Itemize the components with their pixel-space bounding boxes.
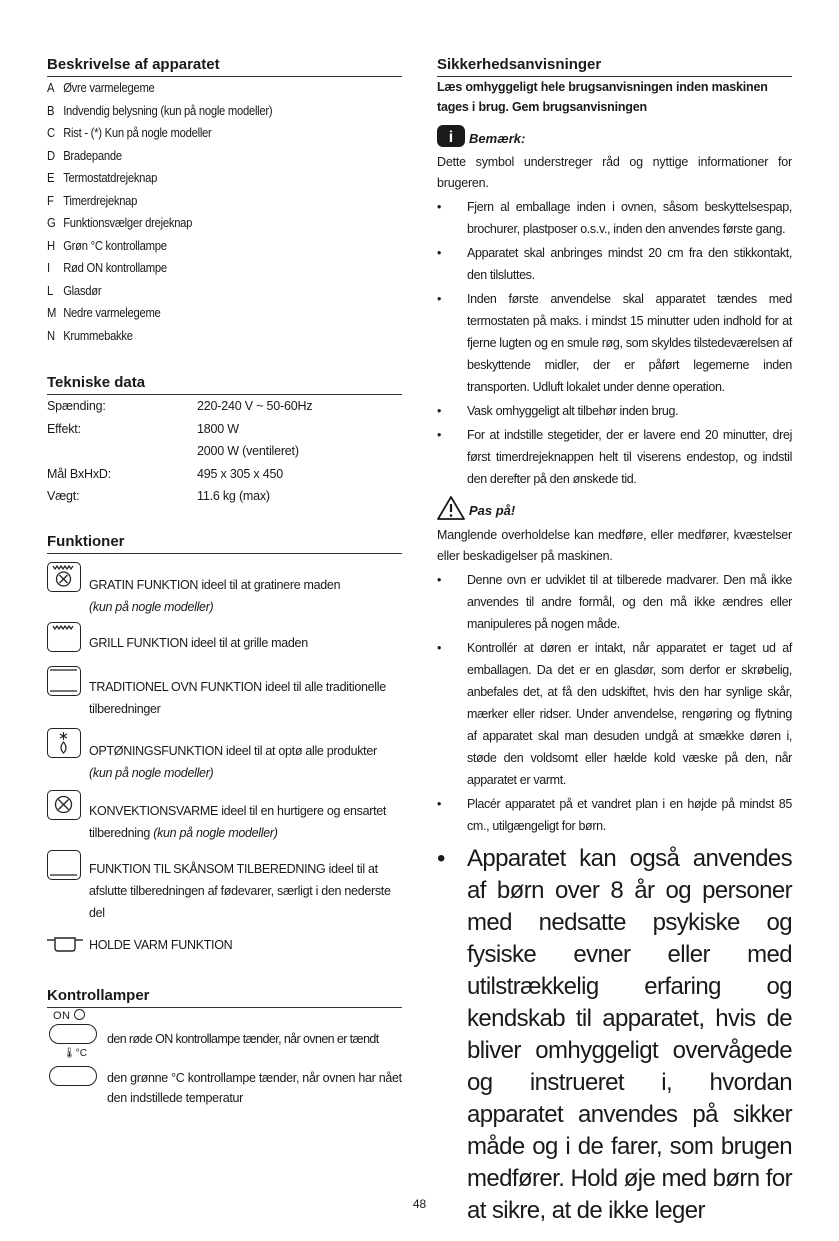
list-item: • Apparatet kan også anvendes af børn over 8 år og personer med nedsatte psykiske og fysiske evner eller med utilstrækkelig erfaring og kendskab til apparatet, hvis de bliver omhyggeligt overvågede og instrueret i, hvordan apparatet anvendes på sikker måde og i de farer, som brugen medfører. Hold øje med børn for at sikre, at de ikke leger — [437, 843, 792, 1227]
red-on-lamp — [49, 1024, 97, 1044]
list-item: A Øvre varmelegeme — [47, 81, 155, 95]
tech-row: Effekt: 1800 W — [47, 421, 239, 436]
list-item: D Bradepande — [47, 148, 122, 163]
function-row: GRATIN FUNKTION ideel til at gratinere maden (kun på nogle modeller) — [47, 562, 402, 622]
green-temp-lamp — [49, 1066, 97, 1086]
functions-title: Funktioner — [47, 532, 402, 554]
list-item: • Placér apparatet på et vandret plan i en højde på mindst 85 cm., utilgængeligt for børn. — [437, 793, 792, 837]
note-text: Dette symbol understreger råd og nyttige informationer for brugeren. — [437, 155, 792, 190]
function-row: KONVEKTIONSVARME ideel til en hurtigere og ensartet tilberedning (kun på nogle modeller) — [47, 788, 402, 848]
list-item: • Kontrollér at døren er intakt, når apparatet er taget ud af emballagen. Da det er en glasdør, som derfor er skrøbelig, anbefales det, at få den udskiftet, hvis den har synlige skår, mærker eller ridser. Under anvendelse, rengøring og flytning af apparatet skal man desuden undgå at smække døren i, støde den voldsomt eller hælde kold væske på den, når apparatet er varmt. — [437, 637, 792, 791]
tech-row: 2000 W (ventileret) — [197, 444, 299, 458]
info-icon — [437, 125, 465, 152]
warning-label: Pas på! — [469, 503, 516, 518]
tech-section — [47, 373, 402, 508]
red-lamp-text: den røde ON kontrollampe tænder, når ovnen er tændt — [107, 1031, 379, 1046]
clock-icon — [74, 1009, 85, 1020]
lamps-title: Kontrollamper — [47, 986, 402, 1008]
right-column — [437, 55, 792, 1229]
list-item: B Indvendig belysning (kun på nogle modeller) — [47, 103, 273, 118]
thermometer-icon: 🌡 — [63, 1047, 76, 1059]
function-row: OPTØNINGSFUNKTION ideel til at optø alle produkter (kun på nogle modeller) — [47, 726, 402, 788]
tech-row: Spænding: 220-240 V ~ 50-60Hz — [47, 399, 313, 413]
note-label: Bemærk: — [469, 131, 526, 146]
list-item: N Krummebakke — [47, 328, 133, 343]
function-row: HOLDE VARM FUNKTION — [47, 932, 402, 966]
gratin-fan-icon — [47, 562, 81, 592]
function-row: GRILL FUNKTION ideel til at grille maden — [47, 622, 402, 664]
safety-title: Sikkerhedsanvisninger — [437, 55, 792, 77]
description-title: Beskrivelse af apparatet — [47, 55, 402, 77]
list-item: • Apparatet skal anbringes mindst 20 cm fra den stikkontakt, den tilsluttes. — [437, 242, 792, 286]
grill-icon — [47, 622, 81, 652]
warning-text: Manglende overholdelse kan medføre, eller medfører, kvæstelser eller beskadigelser på maskinen. — [437, 528, 792, 563]
green-lamp-text: den grønne °C kontrollampe tænder, når ovnen har nået den indstillede temperatur — [107, 1070, 402, 1105]
safety-list-2 — [437, 569, 792, 837]
lamps-section — [47, 986, 402, 1104]
function-row: TRADITIONEL OVN FUNKTION ideel til alle traditionelle tilberedninger — [47, 664, 402, 726]
defrost-icon — [47, 728, 81, 758]
list-item: I Rød ON kontrollampe — [47, 261, 167, 275]
traditional-oven-icon — [47, 666, 81, 696]
temp-label: 🌡°C — [63, 1047, 87, 1059]
list-item: • Fjern al emballage inden i ovnen, såsom beskyttelsespap, brochurer, plastposer o.s.v., inden den anvendes første gang. — [437, 196, 792, 240]
list-item: L Glasdør — [47, 283, 102, 298]
list-item: • Inden første anvendelse skal apparatet tændes med termostaten på maks. i mindst 15 minutter uden indhold for at fjerne lugten og en smule røg, som skyldes tilstedeværelsen af beskyttende midler, der er påført legemerne inden transporten. Udluft lokalet under denne operation. — [437, 288, 792, 398]
safety-list-1 — [437, 196, 792, 490]
function-row: FUNKTION TIL SKÅNSOM TILBEREDNING ideel til at afslutte tilberedningen af fødevarer, særligt i den nederste del — [47, 848, 402, 932]
list-item: • Vask omhyggeligt alt tilbehør inden brug. — [437, 400, 792, 422]
tech-row: Mål BxHxD: 495 x 305 x 450 — [47, 466, 283, 481]
page-number: 48 — [412, 1197, 427, 1211]
keep-warm-pot-icon — [47, 936, 83, 957]
left-column — [47, 55, 402, 1104]
note-header — [437, 125, 792, 152]
warning-icon — [437, 496, 465, 525]
safety-list-3 — [437, 843, 792, 1227]
tech-title: Tekniske data — [47, 373, 402, 395]
list-item: E Termostatdrejeknap — [47, 171, 158, 185]
list-item: C Rist - (*) Kun på nogle modeller — [47, 126, 212, 140]
convection-fan-icon — [47, 790, 81, 820]
bottom-heat-icon — [47, 850, 81, 880]
warning-header — [437, 496, 792, 525]
list-item: F Timerdrejeknap — [47, 193, 138, 208]
on-label: ON — [53, 1009, 85, 1022]
safety-intro: Læs omhyggeligt hele brugsanvisningen inden maskinen tages i brug. Gem brugsanvisningen — [437, 80, 768, 114]
functions-section — [47, 532, 402, 966]
list-item: • For at indstille stegetider, der er lavere end 20 minutter, drej først timerdrejeknappen helt til viserens endestop, og indstil den derefter på den ønskede tid. — [437, 424, 792, 490]
list-item: • Denne ovn er udviklet til at tilberede madvarer. Den må ikke anvendes til andre formål, og den må ikke ændres eller manipuleres på nogen måde. — [437, 569, 792, 635]
tech-row: Vægt: 11.6 kg (max) — [47, 489, 270, 503]
list-item: H Grøn °C kontrollampe — [47, 238, 167, 253]
parts-list — [47, 77, 402, 347]
list-item: G Funktionsvælger drejeknap — [47, 216, 193, 230]
svg-text:i: i — [448, 129, 454, 146]
list-item: M Nedre varmelegeme — [47, 306, 161, 320]
